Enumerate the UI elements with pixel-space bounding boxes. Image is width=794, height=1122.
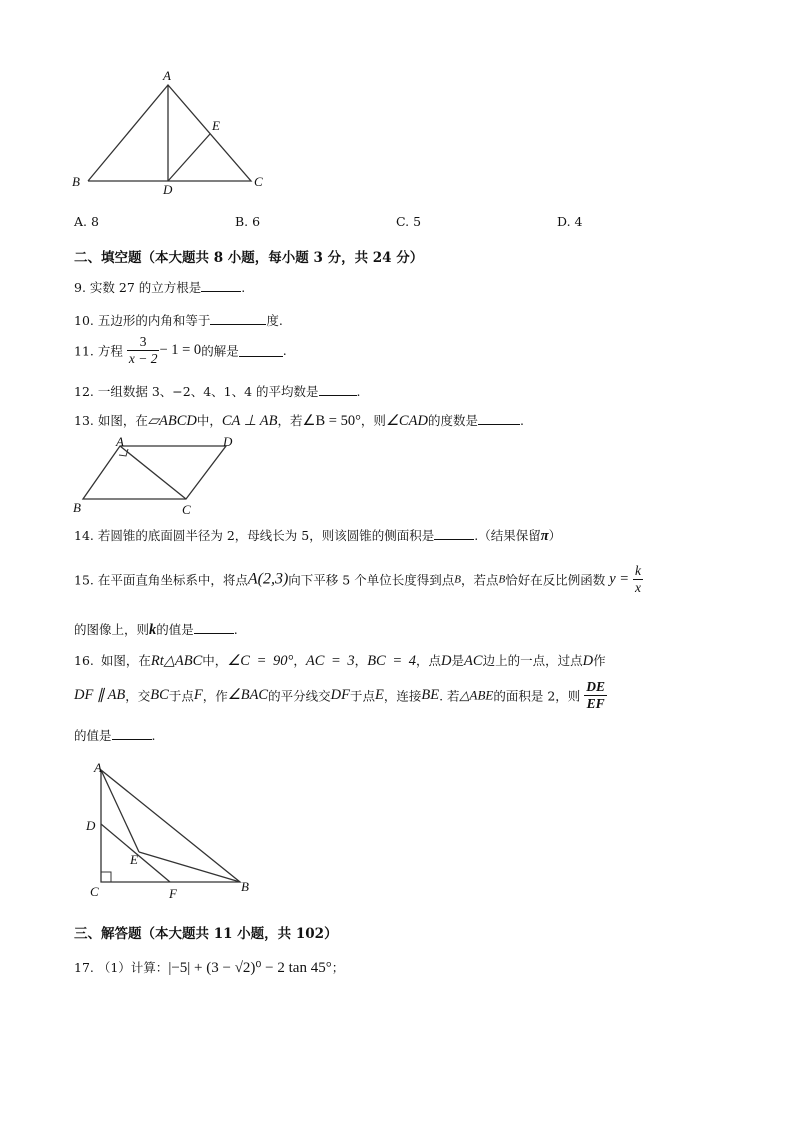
q16-ac2: AC <box>464 653 483 669</box>
q11-frac-num: 3 <box>127 334 160 351</box>
question-14 <box>74 526 561 545</box>
q15-frac-den: x <box>635 580 642 595</box>
q13-target: ∠CAD <box>385 413 428 429</box>
q11-blank <box>239 344 283 357</box>
q16-frac-den: EF <box>586 696 605 711</box>
q13-para: ▱ABCD <box>147 413 197 429</box>
q17-expr: |−5| + (3 − √2)⁰ − 2 tan 45° <box>168 960 332 976</box>
figure-parallelogram <box>68 434 248 518</box>
label-a: A <box>94 760 102 775</box>
q9-text: 9. 实数 27 的立方根是 <box>74 280 202 295</box>
option-d: D. 4 <box>557 214 583 229</box>
q16-fraction <box>584 679 607 712</box>
label-c: C <box>254 174 263 189</box>
q13-end: . <box>519 413 524 428</box>
q15-blank <box>194 621 234 634</box>
q13-angle: ∠B = 50° <box>302 413 361 429</box>
figure-right-triangle <box>80 758 260 904</box>
q16-bc2: BC <box>150 687 169 703</box>
option-b: B. 6 <box>235 214 261 229</box>
question-12 <box>74 382 361 400</box>
q10-text: 10. 五边形的内角和等于 <box>74 313 211 328</box>
q16-l1e: 边上的一点，过点 <box>482 653 583 668</box>
q16-l2f: ，连接 <box>383 688 422 704</box>
q16-e: E <box>374 687 384 703</box>
q16-l2g: . 若 <box>439 688 460 704</box>
option-c: C. 5 <box>396 214 422 229</box>
q16-l1b: 中， <box>202 653 228 668</box>
q15-point: A(2,3) <box>247 570 289 588</box>
q15-line2b: 的值是 <box>156 622 194 637</box>
label-c: C <box>182 502 191 517</box>
question-16-line3 <box>74 726 156 744</box>
question-16 <box>74 651 606 670</box>
label-f: F <box>169 886 177 901</box>
q17-end: ； <box>331 960 345 975</box>
q16-bac: ∠BAC <box>227 687 269 703</box>
q16-d2: D <box>582 653 594 669</box>
q16-c2: ， <box>354 653 368 668</box>
q16-abe: △ABE <box>459 687 494 703</box>
q16-l2h: 的面积是 2，则 <box>493 688 581 704</box>
question-9 <box>74 278 245 296</box>
q16-ac: AC = 3 <box>305 653 355 669</box>
q14-end: .（结果保留 <box>474 528 541 543</box>
q15-end: . <box>233 622 238 637</box>
q16-l3: 的值是 <box>74 728 112 743</box>
q16-angc: ∠C = 90° <box>227 653 294 669</box>
q13-post: 的度数是 <box>427 413 478 428</box>
q13-blank <box>478 412 520 425</box>
q15-mid2: ，若点 <box>460 572 499 588</box>
q16-bc: BC = 4 <box>367 653 417 669</box>
q16-d: D <box>441 653 452 669</box>
q14-pi: π <box>540 528 549 544</box>
q14-text: 14. 若圆锥的底面圆半径为 2，母线长为 5，则该圆锥的侧面积是 <box>74 528 435 543</box>
q11-fraction <box>127 334 160 367</box>
label-a: A <box>163 68 171 83</box>
q16-l2e: 于点 <box>349 688 375 704</box>
q10-end: 度. <box>266 313 283 328</box>
figure-triangle-abc <box>60 60 290 200</box>
q16-c1: ， <box>293 653 306 668</box>
section2-title: 二、填空题（本大题共 8 小题，每小题 3 分，共 24 分） <box>74 250 424 266</box>
q11-post: 的解是 <box>201 343 239 359</box>
q15-fraction <box>633 563 643 596</box>
q15-pre: 15. 在平面直角坐标系中，将点 <box>74 572 248 588</box>
q15-k: k <box>149 622 157 638</box>
question-15-line2 <box>74 620 238 639</box>
q16-frac-num: DE <box>586 679 606 694</box>
q13-mid3: ，则 <box>360 413 386 428</box>
q11-rest: − 1 = 0 <box>159 342 202 358</box>
q16-l1a: 16. 如图，在 <box>74 653 151 668</box>
q16-df: DF ∥ AB <box>74 687 126 703</box>
question-10 <box>74 311 283 329</box>
question-17 <box>74 958 344 977</box>
label-b: B <box>241 879 249 894</box>
question-11 <box>74 334 287 367</box>
q15-b2: B <box>498 573 506 586</box>
q16-blank <box>112 727 152 740</box>
q16-l2c: ，作 <box>202 688 228 704</box>
label-e: E <box>130 852 138 867</box>
q14-blank <box>434 527 474 540</box>
q15-line2a: 的图像上，则 <box>74 622 150 637</box>
q9-blank <box>201 279 241 292</box>
label-b: B <box>73 500 81 515</box>
q16-df2: DF <box>330 687 350 703</box>
q10-blank <box>210 312 266 325</box>
q12-end: . <box>356 384 361 399</box>
q13-pre: 13. 如图，在 <box>74 413 148 428</box>
q15-frac-num: k <box>635 563 642 578</box>
q13-mid1: 中， <box>196 413 222 428</box>
q15-mid3: 恰好在反比例函数 <box>505 572 606 588</box>
q11-pre: 11. 方程 <box>74 343 123 359</box>
q15-b: B <box>454 573 461 586</box>
q9-end: . <box>241 280 246 295</box>
question-16-line2 <box>74 679 607 712</box>
section3-title: 三、解答题（本大题共 11 小题，共 102） <box>74 926 338 942</box>
q11-frac-den: x − 2 <box>128 351 158 366</box>
q16-l1f: 作 <box>593 653 606 668</box>
q16-f: F <box>193 687 203 703</box>
q12-text: 12. 一组数据 3、−2、4、1、4 的平均数是 <box>74 384 319 399</box>
q17-pre: 17. （1）计算： <box>74 960 169 975</box>
q16-end: . <box>151 728 156 743</box>
q15-func: y = <box>609 571 630 587</box>
label-c: C <box>90 884 99 899</box>
q13-perp: CA ⊥ AB <box>221 413 278 429</box>
q13-mid2: ，若 <box>277 413 303 428</box>
q11-end: . <box>282 343 287 358</box>
q16-l2a: ，交 <box>125 688 151 704</box>
label-d: D <box>223 434 233 449</box>
q16-be: BE <box>421 687 440 703</box>
q16-rt: Rt△ABC <box>150 653 203 669</box>
label-a: A <box>116 434 124 449</box>
label-e: E <box>212 118 220 133</box>
label-b: B <box>72 174 80 189</box>
q16-l2d: 的平分线交 <box>268 688 331 704</box>
label-d: D <box>163 182 173 197</box>
q16-l2b: 于点 <box>168 688 194 704</box>
q15-mid: 向下平移 5 个单位长度得到点 <box>288 572 455 588</box>
question-13 <box>74 411 524 430</box>
q16-l1c: ，点 <box>416 653 442 668</box>
option-a: A. 8 <box>74 214 99 229</box>
q12-blank <box>319 383 357 396</box>
label-d: D <box>86 818 96 833</box>
question-15 <box>74 563 643 596</box>
q14-close: ） <box>548 528 562 543</box>
q16-l1d: 是 <box>451 653 465 668</box>
